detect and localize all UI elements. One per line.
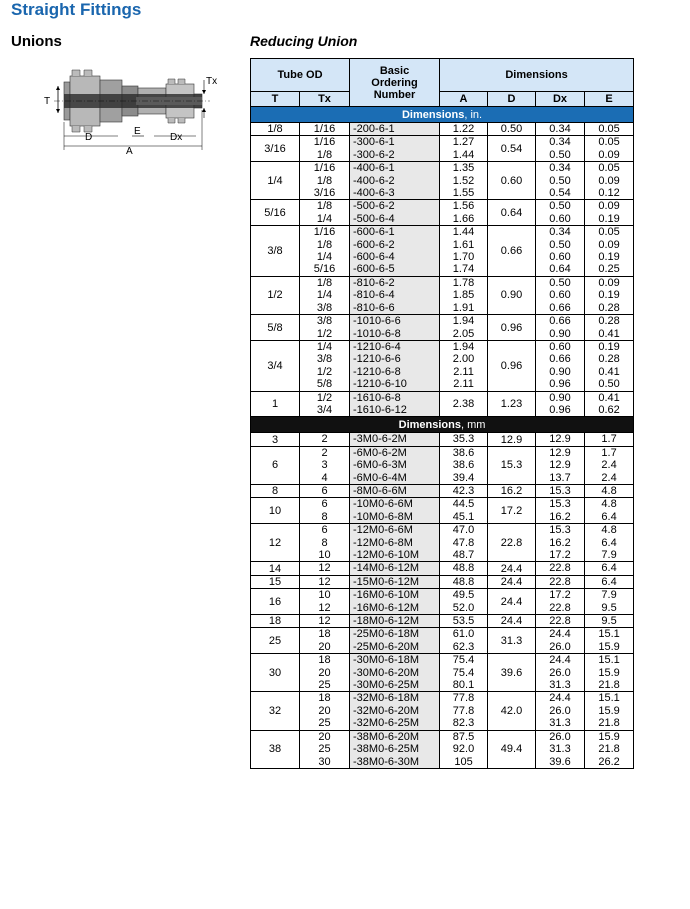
table-row [251, 226, 634, 277]
cell-d: 12.9 [488, 433, 536, 446]
table-row [251, 276, 634, 314]
cell-dx: 22.8 [536, 562, 585, 575]
header-dimensions: Dimensions [440, 59, 634, 92]
table-row [251, 484, 634, 497]
cell-a: 1.78 1.85 1.91 [440, 276, 488, 314]
cell-a: 35.3 [440, 433, 488, 446]
cell-d: 24.4 [488, 562, 536, 575]
cell-dx: 12.9 12.9 13.7 [536, 446, 585, 484]
cell-part-number: -300-6-1 -300-6-2 [350, 136, 440, 162]
cell-e: 0.05 0.09 0.19 0.25 [585, 226, 634, 277]
cell-d: 0.96 [488, 315, 536, 341]
cell-part-number: -18M0-6-12M [350, 615, 440, 628]
cell-tx: 2 [300, 433, 350, 446]
cell-e: 0.05 0.09 0.12 [585, 162, 634, 200]
cell-tx: 1/16 1/8 [300, 136, 350, 162]
cell-d: 0.54 [488, 136, 536, 162]
cell-tx: 12 [300, 562, 350, 575]
cell-part-number: -3M0-6-2M [350, 433, 440, 446]
cell-t: 3/4 [251, 340, 300, 391]
cell-tx: 1/4 3/8 1/2 5/8 [300, 340, 350, 391]
cell-e: 6.4 [585, 562, 634, 575]
reducing-union-diagram [44, 66, 219, 156]
table-row [251, 575, 634, 588]
header-basic-ordering-number: Basic Ordering Number [350, 59, 440, 107]
diagram-label-e: E [134, 126, 141, 137]
cell-a: 38.6 38.6 39.4 [440, 446, 488, 484]
cell-a: 1.94 2.05 [440, 315, 488, 341]
cell-t: 3 [251, 433, 300, 446]
cell-part-number: -30M0-6-18M -30M0-6-20M -30M0-6-25M [350, 654, 440, 692]
cell-d: 17.2 [488, 498, 536, 524]
cell-d: 49.4 [488, 730, 536, 768]
cell-dx: 15.3 [536, 484, 585, 497]
cell-e: 15.1 15.9 21.8 [585, 654, 634, 692]
cell-dx: 0.50 0.60 [536, 200, 585, 226]
cell-e: 1.7 [585, 433, 634, 446]
cell-a: 61.0 62.3 [440, 628, 488, 654]
cell-part-number: -12M0-6-6M -12M0-6-8M -12M0-6-10M [350, 524, 440, 562]
cell-d: 24.4 [488, 589, 536, 615]
cell-part-number: -1010-6-6 -1010-6-8 [350, 315, 440, 341]
cell-d: 42.0 [488, 692, 536, 730]
cell-part-number: -1210-6-4 -1210-6-6 -1210-6-8 -1210-6-10 [350, 340, 440, 391]
cell-a: 42.3 [440, 484, 488, 497]
inch-rows [251, 107, 634, 417]
reducing-union-table [250, 58, 634, 769]
cell-d: 24.4 [488, 575, 536, 588]
cell-t: 10 [251, 498, 300, 524]
cell-d: 15.3 [488, 446, 536, 484]
table-row [251, 730, 634, 768]
cell-part-number: -38M0-6-20M -38M0-6-25M -38M0-6-30M [350, 730, 440, 768]
cell-part-number: -6M0-6-2M -6M0-6-3M -6M0-6-4M [350, 446, 440, 484]
cell-part-number: -600-6-1 -600-6-2 -600-6-4 -600-6-5 [350, 226, 440, 277]
cell-a: 2.38 [440, 391, 488, 417]
cell-a: 49.5 52.0 [440, 589, 488, 615]
cell-d: 31.3 [488, 628, 536, 654]
cell-t: 14 [251, 562, 300, 575]
cell-tx: 18 20 [300, 628, 350, 654]
cell-tx: 2 3 4 [300, 446, 350, 484]
cell-a: 1.94 2.00 2.11 2.11 [440, 340, 488, 391]
cell-tx: 12 [300, 575, 350, 588]
cell-part-number: -25M0-6-18M -25M0-6-20M [350, 628, 440, 654]
cell-part-number: -10M0-6-6M -10M0-6-8M [350, 498, 440, 524]
table-row [251, 123, 634, 136]
cell-t: 1 [251, 391, 300, 417]
band-dimensions-in [251, 107, 634, 123]
diagram-label-dx: Dx [170, 132, 183, 143]
cell-t: 30 [251, 654, 300, 692]
cell-t: 15 [251, 575, 300, 588]
cell-dx: 0.34 0.50 0.54 [536, 162, 585, 200]
cell-a: 1.35 1.52 1.55 [440, 162, 488, 200]
table-title: Reducing Union [250, 33, 358, 49]
cell-tx: 1/8 1/4 [300, 200, 350, 226]
table-row [251, 433, 634, 446]
diagram-label-d: D [85, 132, 93, 143]
cell-e: 0.09 0.19 0.28 [585, 276, 634, 314]
header-e: E [585, 92, 634, 107]
table-row [251, 628, 634, 654]
cell-e: 15.1 15.9 [585, 628, 634, 654]
cell-t: 3/8 [251, 226, 300, 277]
diagram-label-a: A [126, 146, 133, 156]
cell-tx: 12 [300, 615, 350, 628]
cell-e: 15.9 21.8 26.2 [585, 730, 634, 768]
cell-e: 9.5 [585, 615, 634, 628]
cell-e: 7.9 9.5 [585, 589, 634, 615]
table-row [251, 692, 634, 730]
table-row [251, 340, 634, 391]
cell-tx: 1/16 1/8 3/16 [300, 162, 350, 200]
subsection-title: Unions [11, 33, 62, 50]
cell-t: 1/2 [251, 276, 300, 314]
cell-part-number: -14M0-6-12M [350, 562, 440, 575]
cell-tx: 18 20 25 [300, 654, 350, 692]
table-row [251, 562, 634, 575]
cell-e: 15.1 15.9 21.8 [585, 692, 634, 730]
cell-d: 0.64 [488, 200, 536, 226]
cell-tx: 3/8 1/2 [300, 315, 350, 341]
cell-tx: 1/16 1/8 1/4 5/16 [300, 226, 350, 277]
cell-e: 1.7 2.4 2.4 [585, 446, 634, 484]
header-a: A [440, 92, 488, 107]
cell-d: 24.4 [488, 615, 536, 628]
cell-tx: 1/2 3/4 [300, 391, 350, 417]
cell-t: 5/8 [251, 315, 300, 341]
mm-rows [251, 417, 634, 769]
cell-dx: 22.8 [536, 615, 585, 628]
cell-a: 48.8 [440, 575, 488, 588]
cell-a: 1.22 [440, 123, 488, 136]
cell-t: 12 [251, 524, 300, 562]
cell-e: 4.8 6.4 7.9 [585, 524, 634, 562]
cell-d: 22.8 [488, 524, 536, 562]
cell-dx: 0.34 [536, 123, 585, 136]
cell-tx: 6 [300, 484, 350, 497]
table-row [251, 315, 634, 341]
cell-dx: 15.3 16.2 [536, 498, 585, 524]
cell-tx: 20 25 30 [300, 730, 350, 768]
cell-dx: 17.2 22.8 [536, 589, 585, 615]
cell-e: 6.4 [585, 575, 634, 588]
table-row [251, 654, 634, 692]
band-mm-unit: , mm [460, 418, 486, 431]
cell-dx: 15.3 16.2 17.2 [536, 524, 585, 562]
cell-dx: 24.4 26.0 [536, 628, 585, 654]
header-t: T [251, 92, 300, 107]
cell-a: 77.8 77.8 82.3 [440, 692, 488, 730]
cell-t: 25 [251, 628, 300, 654]
cell-e: 4.8 6.4 [585, 498, 634, 524]
cell-tx: 1/8 1/4 3/8 [300, 276, 350, 314]
table-row [251, 589, 634, 615]
diagram-label-t: T [44, 96, 51, 107]
header-tx: Tx [300, 92, 350, 107]
band-mm-prefix: Dimensions [398, 418, 461, 431]
cell-a: 1.44 1.61 1.70 1.74 [440, 226, 488, 277]
cell-dx: 0.66 0.90 [536, 315, 585, 341]
cell-e: 4.8 [585, 484, 634, 497]
cell-t: 5/16 [251, 200, 300, 226]
cell-dx: 12.9 [536, 433, 585, 446]
cell-tx: 18 20 25 [300, 692, 350, 730]
cell-e: 0.05 [585, 123, 634, 136]
band-in-prefix: Dimensions [401, 108, 465, 121]
header-d: D [488, 92, 536, 107]
cell-t: 38 [251, 730, 300, 768]
cell-tx: 6 8 [300, 498, 350, 524]
cell-a: 53.5 [440, 615, 488, 628]
cell-tx: 6 8 10 [300, 524, 350, 562]
cell-part-number: -1610-6-8 -1610-6-12 [350, 391, 440, 417]
table-row [251, 615, 634, 628]
table-row [251, 162, 634, 200]
cell-a: 44.5 45.1 [440, 498, 488, 524]
cell-e: 0.09 0.19 [585, 200, 634, 226]
cell-d: 0.66 [488, 226, 536, 277]
cell-t: 6 [251, 446, 300, 484]
cell-a: 1.56 1.66 [440, 200, 488, 226]
band-in-unit: , in. [464, 108, 483, 121]
cell-e: 0.05 0.09 [585, 136, 634, 162]
cell-part-number: -15M0-6-12M [350, 575, 440, 588]
cell-dx: 0.60 0.66 0.90 0.96 [536, 340, 585, 391]
cell-part-number: -16M0-6-10M -16M0-6-12M [350, 589, 440, 615]
cell-d: 0.96 [488, 340, 536, 391]
cell-part-number: -200-6-1 [350, 123, 440, 136]
cell-d: 39.6 [488, 654, 536, 692]
cell-dx: 24.4 26.0 31.3 [536, 654, 585, 692]
cell-a: 1.27 1.44 [440, 136, 488, 162]
cell-t: 3/16 [251, 136, 300, 162]
cell-d: 16.2 [488, 484, 536, 497]
cell-t: 16 [251, 589, 300, 615]
cell-a: 47.0 47.8 48.7 [440, 524, 488, 562]
band-dimensions-mm [251, 417, 634, 433]
cell-dx: 0.34 0.50 0.60 0.64 [536, 226, 585, 277]
cell-tx: 10 12 [300, 589, 350, 615]
header-tube-od: Tube OD [251, 59, 350, 92]
table-row [251, 446, 634, 484]
table-row [251, 391, 634, 417]
cell-a: 48.8 [440, 562, 488, 575]
diagram-label-tx: Tx [206, 76, 218, 87]
cell-part-number: -400-6-1 -400-6-2 -400-6-3 [350, 162, 440, 200]
cell-dx: 0.90 0.96 [536, 391, 585, 417]
cell-part-number: -810-6-2 -810-6-4 -810-6-6 [350, 276, 440, 314]
cell-t: 18 [251, 615, 300, 628]
table-row [251, 498, 634, 524]
cell-dx: 0.50 0.60 0.66 [536, 276, 585, 314]
cell-d: 1.23 [488, 391, 536, 417]
cell-t: 1/4 [251, 162, 300, 200]
cell-a: 75.4 75.4 80.1 [440, 654, 488, 692]
cell-t: 32 [251, 692, 300, 730]
cell-d: 0.60 [488, 162, 536, 200]
section-title: Straight Fittings [11, 0, 142, 19]
cell-dx: 22.8 [536, 575, 585, 588]
table-row [251, 524, 634, 562]
cell-a: 87.5 92.0 105 [440, 730, 488, 768]
cell-part-number: -32M0-6-18M -32M0-6-20M -32M0-6-25M [350, 692, 440, 730]
header-dx: Dx [536, 92, 585, 107]
cell-e: 0.41 0.62 [585, 391, 634, 417]
cell-t: 8 [251, 484, 300, 497]
table-row [251, 136, 634, 162]
cell-tx: 1/16 [300, 123, 350, 136]
cell-e: 0.28 0.41 [585, 315, 634, 341]
cell-part-number: -8M0-6-6M [350, 484, 440, 497]
table-row [251, 200, 634, 226]
cell-dx: 24.4 26.0 31.3 [536, 692, 585, 730]
cell-part-number: -500-6-2 -500-6-4 [350, 200, 440, 226]
cell-dx: 26.0 31.3 39.6 [536, 730, 585, 768]
cell-d: 0.50 [488, 123, 536, 136]
cell-t: 1/8 [251, 123, 300, 136]
cell-e: 0.19 0.28 0.41 0.50 [585, 340, 634, 391]
cell-d: 0.90 [488, 276, 536, 314]
cell-dx: 0.34 0.50 [536, 136, 585, 162]
